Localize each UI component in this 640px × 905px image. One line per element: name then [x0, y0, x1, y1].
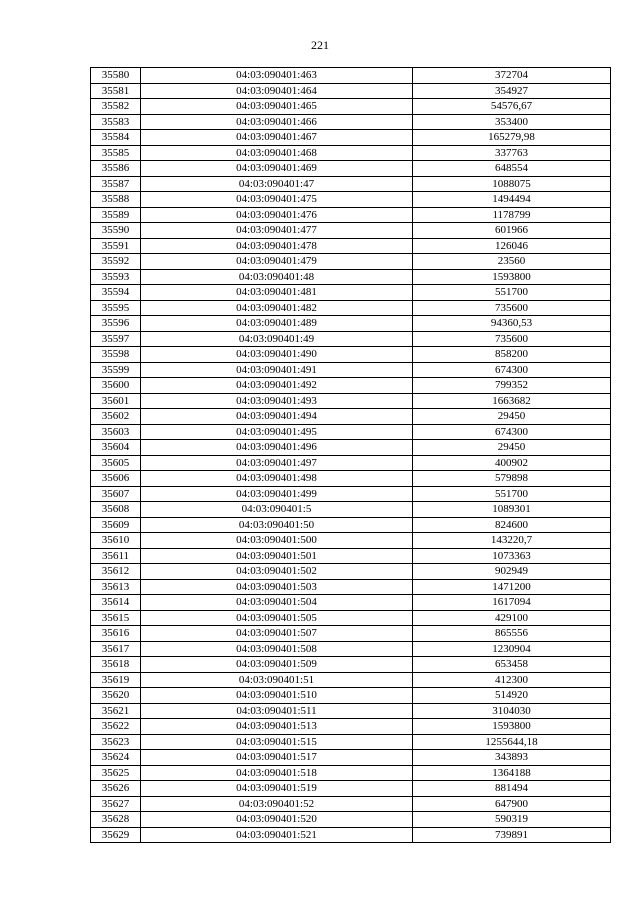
value-cell: 29450: [413, 409, 611, 425]
cadastral-number-cell: 04:03:090401:521: [141, 827, 413, 843]
value-cell: 1255644,18: [413, 734, 611, 750]
value-cell: 143220,7: [413, 533, 611, 549]
table-row: [91, 207, 611, 223]
table-row: [91, 688, 611, 704]
table-body: [91, 68, 611, 843]
table-row: [91, 409, 611, 425]
value-cell: 653458: [413, 657, 611, 673]
table-row: [91, 750, 611, 766]
row-number-cell: 35622: [91, 719, 141, 735]
cadastral-number-cell: 04:03:090401:49: [141, 331, 413, 347]
cadastral-number-cell: 04:03:090401:468: [141, 145, 413, 161]
value-cell: 372704: [413, 68, 611, 84]
row-number-cell: 35602: [91, 409, 141, 425]
table-row: [91, 610, 611, 626]
row-number-cell: 35606: [91, 471, 141, 487]
table-row: [91, 595, 611, 611]
value-cell: 735600: [413, 331, 611, 347]
row-number-cell: 35586: [91, 161, 141, 177]
cadastral-number-cell: 04:03:090401:478: [141, 238, 413, 254]
value-cell: 1617094: [413, 595, 611, 611]
cadastral-number-cell: 04:03:090401:489: [141, 316, 413, 332]
table-row: [91, 548, 611, 564]
value-cell: 648554: [413, 161, 611, 177]
cadastral-number-cell: 04:03:090401:517: [141, 750, 413, 766]
row-number-cell: 35596: [91, 316, 141, 332]
row-number-cell: 35604: [91, 440, 141, 456]
table-row: [91, 672, 611, 688]
cadastral-number-cell: 04:03:090401:500: [141, 533, 413, 549]
row-number-cell: 35618: [91, 657, 141, 673]
value-cell: 353400: [413, 114, 611, 130]
row-number-cell: 35605: [91, 455, 141, 471]
row-number-cell: 35611: [91, 548, 141, 564]
row-number-cell: 35594: [91, 285, 141, 301]
row-number-cell: 35587: [91, 176, 141, 192]
table-row: [91, 254, 611, 270]
value-cell: 337763: [413, 145, 611, 161]
table-row: [91, 517, 611, 533]
cadastral-number-cell: 04:03:090401:505: [141, 610, 413, 626]
row-number-cell: 35620: [91, 688, 141, 704]
cadastral-number-cell: 04:03:090401:502: [141, 564, 413, 580]
row-number-cell: 35626: [91, 781, 141, 797]
table-row: [91, 300, 611, 316]
value-cell: 902949: [413, 564, 611, 580]
table-row: [91, 99, 611, 115]
table-row: [91, 331, 611, 347]
row-number-cell: 35598: [91, 347, 141, 363]
cadastral-number-cell: 04:03:090401:476: [141, 207, 413, 223]
cadastral-number-cell: 04:03:090401:510: [141, 688, 413, 704]
table-row: [91, 812, 611, 828]
cadastral-number-cell: 04:03:090401:497: [141, 455, 413, 471]
table-row: [91, 471, 611, 487]
row-number-cell: 35595: [91, 300, 141, 316]
value-cell: 354927: [413, 83, 611, 99]
cadastral-number-cell: 04:03:090401:47: [141, 176, 413, 192]
cadastral-number-cell: 04:03:090401:520: [141, 812, 413, 828]
value-cell: 23560: [413, 254, 611, 270]
table-row: [91, 176, 611, 192]
value-cell: 54576,67: [413, 99, 611, 115]
value-cell: 126046: [413, 238, 611, 254]
value-cell: 1230904: [413, 641, 611, 657]
row-number-cell: 35623: [91, 734, 141, 750]
row-number-cell: 35621: [91, 703, 141, 719]
page-number: 221: [311, 38, 329, 52]
value-cell: 514920: [413, 688, 611, 704]
cadastral-number-cell: 04:03:090401:490: [141, 347, 413, 363]
row-number-cell: 35582: [91, 99, 141, 115]
row-number-cell: 35629: [91, 827, 141, 843]
cadastral-number-cell: 04:03:090401:50: [141, 517, 413, 533]
table-row: [91, 316, 611, 332]
table-row: [91, 114, 611, 130]
table-row: [91, 486, 611, 502]
cadastral-number-cell: 04:03:090401:496: [141, 440, 413, 456]
table-row: [91, 796, 611, 812]
table-row: [91, 502, 611, 518]
cadastral-number-cell: 04:03:090401:504: [141, 595, 413, 611]
value-cell: 3104030: [413, 703, 611, 719]
row-number-cell: 35628: [91, 812, 141, 828]
value-cell: 1471200: [413, 579, 611, 595]
table-row: [91, 626, 611, 642]
cadastral-number-cell: 04:03:090401:5: [141, 502, 413, 518]
value-cell: 1593800: [413, 719, 611, 735]
value-cell: 343893: [413, 750, 611, 766]
row-number-cell: 35583: [91, 114, 141, 130]
cadastral-number-cell: 04:03:090401:48: [141, 269, 413, 285]
row-number-cell: 35601: [91, 393, 141, 409]
value-cell: 94360,53: [413, 316, 611, 332]
value-cell: 165279,98: [413, 130, 611, 146]
table-row: [91, 765, 611, 781]
cadastral-number-cell: 04:03:090401:518: [141, 765, 413, 781]
value-cell: 865556: [413, 626, 611, 642]
value-cell: 1494494: [413, 192, 611, 208]
row-number-cell: 35609: [91, 517, 141, 533]
value-cell: 412300: [413, 672, 611, 688]
cadastral-number-cell: 04:03:090401:495: [141, 424, 413, 440]
row-number-cell: 35603: [91, 424, 141, 440]
value-cell: 881494: [413, 781, 611, 797]
cadastral-number-cell: 04:03:090401:469: [141, 161, 413, 177]
table-row: [91, 223, 611, 239]
value-cell: 1178799: [413, 207, 611, 223]
value-cell: 429100: [413, 610, 611, 626]
value-cell: 1088075: [413, 176, 611, 192]
value-cell: 400902: [413, 455, 611, 471]
table-row: [91, 641, 611, 657]
value-cell: 551700: [413, 285, 611, 301]
row-number-cell: 35608: [91, 502, 141, 518]
cadastral-number-cell: 04:03:090401:498: [141, 471, 413, 487]
value-cell: 858200: [413, 347, 611, 363]
value-cell: 601966: [413, 223, 611, 239]
table-row: [91, 269, 611, 285]
cadastral-number-cell: 04:03:090401:482: [141, 300, 413, 316]
row-number-cell: 35627: [91, 796, 141, 812]
value-cell: 551700: [413, 486, 611, 502]
table-row: [91, 238, 611, 254]
value-cell: 735600: [413, 300, 611, 316]
cadastral-number-cell: 04:03:090401:513: [141, 719, 413, 735]
cadastral-number-cell: 04:03:090401:52: [141, 796, 413, 812]
cadastral-number-cell: 04:03:090401:515: [141, 734, 413, 750]
cadastral-number-cell: 04:03:090401:492: [141, 378, 413, 394]
table-row: [91, 734, 611, 750]
row-number-cell: 35590: [91, 223, 141, 239]
cadastral-number-cell: 04:03:090401:509: [141, 657, 413, 673]
row-number-cell: 35617: [91, 641, 141, 657]
cadastral-number-cell: 04:03:090401:464: [141, 83, 413, 99]
cadastral-number-cell: 04:03:090401:491: [141, 362, 413, 378]
row-number-cell: 35619: [91, 672, 141, 688]
value-cell: 647900: [413, 796, 611, 812]
row-number-cell: 35585: [91, 145, 141, 161]
table-row: [91, 192, 611, 208]
value-cell: 674300: [413, 362, 611, 378]
cadastral-number-cell: 04:03:090401:494: [141, 409, 413, 425]
cadastral-number-cell: 04:03:090401:475: [141, 192, 413, 208]
row-number-cell: 35600: [91, 378, 141, 394]
row-number-cell: 35615: [91, 610, 141, 626]
value-cell: 1663682: [413, 393, 611, 409]
table-row: [91, 378, 611, 394]
cadastral-number-cell: 04:03:090401:466: [141, 114, 413, 130]
row-number-cell: 35591: [91, 238, 141, 254]
cadastral-number-cell: 04:03:090401:51: [141, 672, 413, 688]
table-row: [91, 424, 611, 440]
cadastral-number-cell: 04:03:090401:519: [141, 781, 413, 797]
cadastral-number-cell: 04:03:090401:477: [141, 223, 413, 239]
cadastral-number-cell: 04:03:090401:467: [141, 130, 413, 146]
cadastral-number-cell: 04:03:090401:507: [141, 626, 413, 642]
value-cell: 824600: [413, 517, 611, 533]
row-number-cell: 35588: [91, 192, 141, 208]
row-number-cell: 35614: [91, 595, 141, 611]
table-row: [91, 285, 611, 301]
value-cell: 799352: [413, 378, 611, 394]
data-table: [90, 67, 611, 843]
row-number-cell: 35599: [91, 362, 141, 378]
value-cell: 1089301: [413, 502, 611, 518]
cadastral-number-cell: 04:03:090401:493: [141, 393, 413, 409]
cadastral-number-cell: 04:03:090401:501: [141, 548, 413, 564]
cadastral-number-cell: 04:03:090401:508: [141, 641, 413, 657]
value-cell: 674300: [413, 424, 611, 440]
table-row: [91, 579, 611, 595]
table-row: [91, 719, 611, 735]
row-number-cell: 35607: [91, 486, 141, 502]
row-number-cell: 35592: [91, 254, 141, 270]
table-row: [91, 393, 611, 409]
value-cell: 579898: [413, 471, 611, 487]
table-row: [91, 347, 611, 363]
cadastral-number-cell: 04:03:090401:503: [141, 579, 413, 595]
row-number-cell: 35589: [91, 207, 141, 223]
value-cell: 1364188: [413, 765, 611, 781]
row-number-cell: 35593: [91, 269, 141, 285]
row-number-cell: 35616: [91, 626, 141, 642]
value-cell: 1593800: [413, 269, 611, 285]
cadastral-number-cell: 04:03:090401:499: [141, 486, 413, 502]
cadastral-number-cell: 04:03:090401:463: [141, 68, 413, 84]
value-cell: 29450: [413, 440, 611, 456]
value-cell: 739891: [413, 827, 611, 843]
table-row: [91, 68, 611, 84]
row-number-cell: 35584: [91, 130, 141, 146]
row-number-cell: 35613: [91, 579, 141, 595]
table-row: [91, 145, 611, 161]
table-row: [91, 657, 611, 673]
row-number-cell: 35581: [91, 83, 141, 99]
row-number-cell: 35624: [91, 750, 141, 766]
table-row: [91, 362, 611, 378]
table-row: [91, 564, 611, 580]
row-number-cell: 35612: [91, 564, 141, 580]
table-row: [91, 827, 611, 843]
cadastral-number-cell: 04:03:090401:479: [141, 254, 413, 270]
row-number-cell: 35580: [91, 68, 141, 84]
table-row: [91, 781, 611, 797]
row-number-cell: 35625: [91, 765, 141, 781]
row-number-cell: 35597: [91, 331, 141, 347]
table-row: [91, 161, 611, 177]
value-cell: 1073363: [413, 548, 611, 564]
cadastral-number-cell: 04:03:090401:465: [141, 99, 413, 115]
value-cell: 590319: [413, 812, 611, 828]
cadastral-number-cell: 04:03:090401:481: [141, 285, 413, 301]
cadastral-number-cell: 04:03:090401:511: [141, 703, 413, 719]
table-row: [91, 703, 611, 719]
table-row: [91, 440, 611, 456]
table-row: [91, 533, 611, 549]
row-number-cell: 35610: [91, 533, 141, 549]
table-row: [91, 130, 611, 146]
table-row: [91, 83, 611, 99]
table-row: [91, 455, 611, 471]
